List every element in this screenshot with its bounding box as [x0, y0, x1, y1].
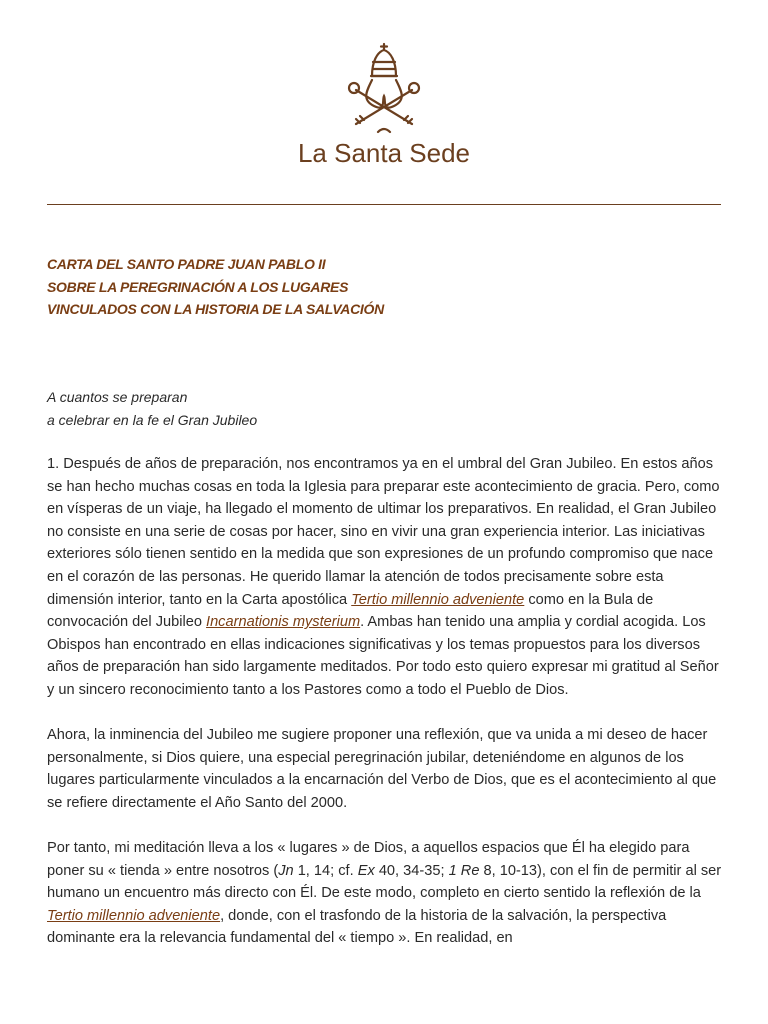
papal-crest-icon[interactable]	[342, 40, 426, 136]
paragraph-text: 1. Después de años de preparación, nos encontramos ya en el umbral del Gran Jubileo. En estos años se han hecho muchas cosas en toda la Iglesia para preparar este acontecimiento de gracia. Pero, como en vísperas de un viaje, ha llegado el momento de ultimar los preparativos. En realidad, el Gran Jubileo no consiste en una serie de cosas por hacer, sino en vivir una gran experiencia interior. Las iniciativas exteriores sólo tienen sentido en la medida que son expresiones de un profundo compromiso que nace en el corazón de las personas. He querido llamar la atención de todos precisamente sobre esta dimensión interior, tanto en la Carta apostólica	[47, 456, 720, 608]
dedication-line: A cuantos se preparan	[47, 389, 188, 405]
paragraph-text: , donde, con el trasfondo de la historia de la salvación, la perspectiva dominante era la relevancia fundamental del « tiempo ». En realidad, en	[47, 907, 667, 947]
document-heading	[47, 253, 727, 321]
paragraph-text: como en la Bula de convocación del Jubileo	[47, 591, 654, 631]
citation-abbrev: Jn	[278, 862, 294, 879]
citation-abbrev: 1 Re	[448, 862, 480, 879]
document-link[interactable]: Tertio millennio adveniente	[47, 907, 221, 924]
paragraph-text: Por tanto, mi meditación lleva a los « lugares » de Dios, a aquellos espacios que Él ha elegido para poner su « tienda » entre nosotros (	[47, 839, 690, 879]
paragraph-text: 1, 14; cf.	[293, 862, 358, 879]
heading-line: SOBRE LA PEREGRINACIÓN A LOS LUGARES	[47, 278, 349, 295]
dedication	[47, 386, 727, 432]
document-body	[47, 453, 725, 972]
body-paragraph	[47, 724, 725, 814]
paragraph-text: 40, 34-35;	[374, 862, 449, 879]
paragraph-text: Ahora, la inminencia del Jubileo me sugiere proponer una reflexión, que va unida a mi deseo de hacer personalmente, si Dios quiere, una especial peregrinación jubilar, deteniéndome en algunos de los lugares particularmente vinculados a la encarnación del Verbo de Dios, que es el acontecimiento al que se refiere directamente el Año Santo del 2000.	[47, 727, 717, 811]
heading-line: VINCULADOS CON LA HISTORIA DE LA SALVACIÓN	[47, 301, 384, 317]
divider	[47, 204, 721, 205]
body-paragraph	[47, 453, 725, 702]
site-title[interactable]: La Santa Sede	[297, 138, 471, 168]
paragraph-text: 8, 10-13), con el fin de permitir al ser humano un encuentro más directo con Él. De este modo, completo en cierto sentido la reflexión de la	[47, 862, 722, 902]
heading-line: CARTA DEL SANTO PADRE JUAN PABLO II	[47, 256, 326, 272]
document-link[interactable]: Incarnationis mysterium	[206, 614, 361, 631]
body-paragraph	[47, 837, 725, 950]
document-link[interactable]: Tertio millennio adveniente	[351, 591, 525, 608]
paragraph-text: . Ambas han tenido una amplia y cordial acogida. Los Obispos han encontrado en ellas indicaciones significativas y los temas propuestos para los diversos años de preparación han sido largamente meditados. Por todo esto quiero expresar mi gratitud al Señor y un sincero reconocimiento tanto a los Pastores como a todo el Pueblo de Dios.	[47, 614, 719, 698]
citation-abbrev: Ex	[357, 862, 375, 879]
dedication-line: a celebrar en la fe el Gran Jubileo	[47, 412, 258, 428]
